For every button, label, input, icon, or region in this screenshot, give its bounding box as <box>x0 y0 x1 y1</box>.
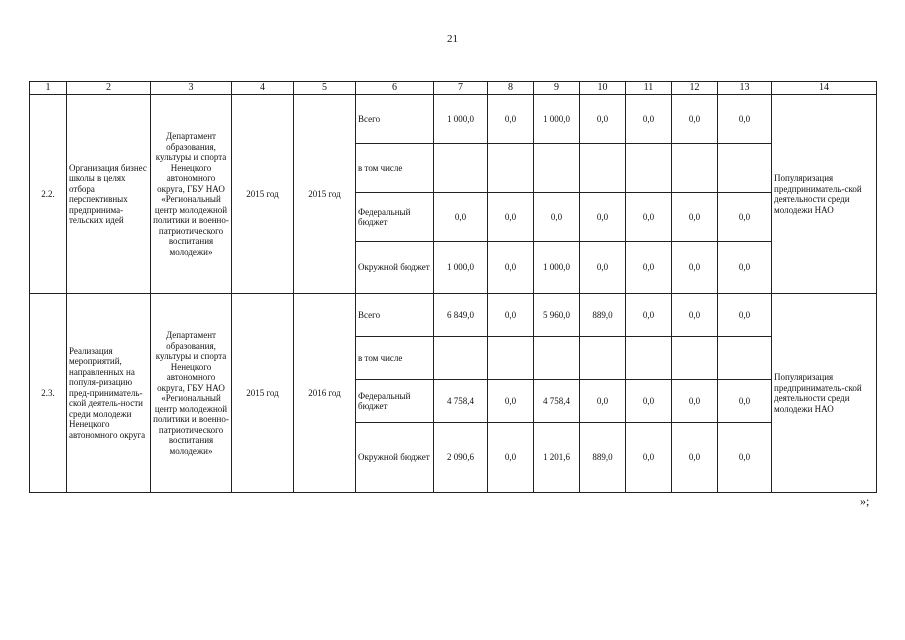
header-row <box>30 82 877 95</box>
amount-cell: 0,0 <box>672 380 718 423</box>
amount-cell: 0,0 <box>672 294 718 337</box>
activity-name: Организация бизнес школы в целях отбора перспективных предпринима-тельских идей <box>67 95 151 294</box>
amount-cell <box>718 337 772 380</box>
funding-source: Окружной бюджет <box>356 242 434 294</box>
end-year: 2015 год <box>294 95 356 294</box>
funding-source: Всего <box>356 95 434 144</box>
amount-cell: 0,0 <box>488 294 534 337</box>
amount-cell: 0,0 <box>672 423 718 493</box>
column-header: 12 <box>672 82 718 95</box>
column-header: 7 <box>434 82 488 95</box>
row-number: 2.2. <box>30 95 67 294</box>
column-header: 13 <box>718 82 772 95</box>
row-number: 2.3. <box>30 294 67 493</box>
funding-source: в том числе <box>356 144 434 193</box>
program-table <box>29 81 877 493</box>
amount-cell: 0,0 <box>626 242 672 294</box>
amount-cell <box>488 144 534 193</box>
table-row <box>30 294 877 337</box>
column-header: 2 <box>67 82 151 95</box>
column-header: 10 <box>580 82 626 95</box>
amount-cell: 4 758,4 <box>434 380 488 423</box>
amount-cell: 1 000,0 <box>434 95 488 144</box>
amount-cell: 0,0 <box>488 242 534 294</box>
amount-cell: 0,0 <box>626 294 672 337</box>
amount-cell: 1 000,0 <box>534 95 580 144</box>
column-header: 1 <box>30 82 67 95</box>
amount-cell: 0,0 <box>580 242 626 294</box>
amount-cell: 6 849,0 <box>434 294 488 337</box>
column-header: 4 <box>232 82 294 95</box>
amount-cell <box>626 144 672 193</box>
amount-cell: 889,0 <box>580 423 626 493</box>
amount-cell: 0,0 <box>488 193 534 242</box>
amount-cell: 5 960,0 <box>534 294 580 337</box>
amount-cell: 0,0 <box>718 193 772 242</box>
funding-source: Всего <box>356 294 434 337</box>
amount-cell: 0,0 <box>488 95 534 144</box>
amount-cell: 0,0 <box>672 95 718 144</box>
column-header: 8 <box>488 82 534 95</box>
amount-cell <box>534 337 580 380</box>
amount-cell: 1 000,0 <box>434 242 488 294</box>
amount-cell <box>580 337 626 380</box>
amount-cell: 0,0 <box>488 423 534 493</box>
funding-source: Федеральный бюджет <box>356 193 434 242</box>
amount-cell <box>672 337 718 380</box>
end-year: 2016 год <box>294 294 356 493</box>
expected-result: Популяризация предприниматель-ской деятельности среди молодежи НАО <box>772 294 877 493</box>
column-header: 11 <box>626 82 672 95</box>
amount-cell: 0,0 <box>580 193 626 242</box>
amount-cell: 0,0 <box>718 294 772 337</box>
funding-source: в том числе <box>356 337 434 380</box>
page-number: 21 <box>447 33 458 45</box>
amount-cell <box>626 337 672 380</box>
amount-cell: 0,0 <box>626 193 672 242</box>
column-header: 3 <box>151 82 232 95</box>
amount-cell: 0,0 <box>718 423 772 493</box>
amount-cell: 0,0 <box>672 242 718 294</box>
column-header: 6 <box>356 82 434 95</box>
amount-cell: 0,0 <box>718 95 772 144</box>
activity-name: Реализация мероприятий, направленных на популя-ризацию пред-приниматель-ской деятель-ности среди молодежи Ненецкого автономного округа <box>67 294 151 493</box>
table-row <box>30 95 877 144</box>
executor: Департамент образования, культуры и спорта Ненецкого автономного округа, ГБУ НАО «Региональный центр молодежной политики и военно-патриотического воспитания молодежи» <box>151 95 232 294</box>
amount-cell: 2 090,6 <box>434 423 488 493</box>
closing-quote-mark: »; <box>860 494 870 508</box>
amount-cell: 0,0 <box>534 193 580 242</box>
funding-source: Окружной бюджет <box>356 423 434 493</box>
executor: Департамент образования, культуры и спорта Ненецкого автономного округа, ГБУ НАО «Региональный центр молодежной политики и военно-патриотического воспитания молодежи» <box>151 294 232 493</box>
column-header: 5 <box>294 82 356 95</box>
amount-cell: 0,0 <box>580 380 626 423</box>
amount-cell: 0,0 <box>626 95 672 144</box>
amount-cell <box>534 144 580 193</box>
amount-cell <box>488 337 534 380</box>
funding-source: Федеральный бюджет <box>356 380 434 423</box>
amount-cell: 0,0 <box>626 380 672 423</box>
expected-result: Популяризация предприниматель-ской деятельности среди молодежи НАО <box>772 95 877 294</box>
amount-cell: 0,0 <box>718 242 772 294</box>
amount-cell: 1 201,6 <box>534 423 580 493</box>
amount-cell: 0,0 <box>718 380 772 423</box>
amount-cell <box>718 144 772 193</box>
amount-cell <box>434 337 488 380</box>
amount-cell <box>672 144 718 193</box>
amount-cell: 889,0 <box>580 294 626 337</box>
start-year: 2015 год <box>232 95 294 294</box>
amount-cell: 4 758,4 <box>534 380 580 423</box>
column-header: 9 <box>534 82 580 95</box>
amount-cell: 0,0 <box>488 380 534 423</box>
start-year: 2015 год <box>232 294 294 493</box>
amount-cell: 0,0 <box>626 423 672 493</box>
column-header: 14 <box>772 82 877 95</box>
amount-cell: 1 000,0 <box>534 242 580 294</box>
amount-cell: 0,0 <box>580 95 626 144</box>
amount-cell: 0,0 <box>434 193 488 242</box>
amount-cell <box>434 144 488 193</box>
amount-cell <box>580 144 626 193</box>
amount-cell: 0,0 <box>672 193 718 242</box>
